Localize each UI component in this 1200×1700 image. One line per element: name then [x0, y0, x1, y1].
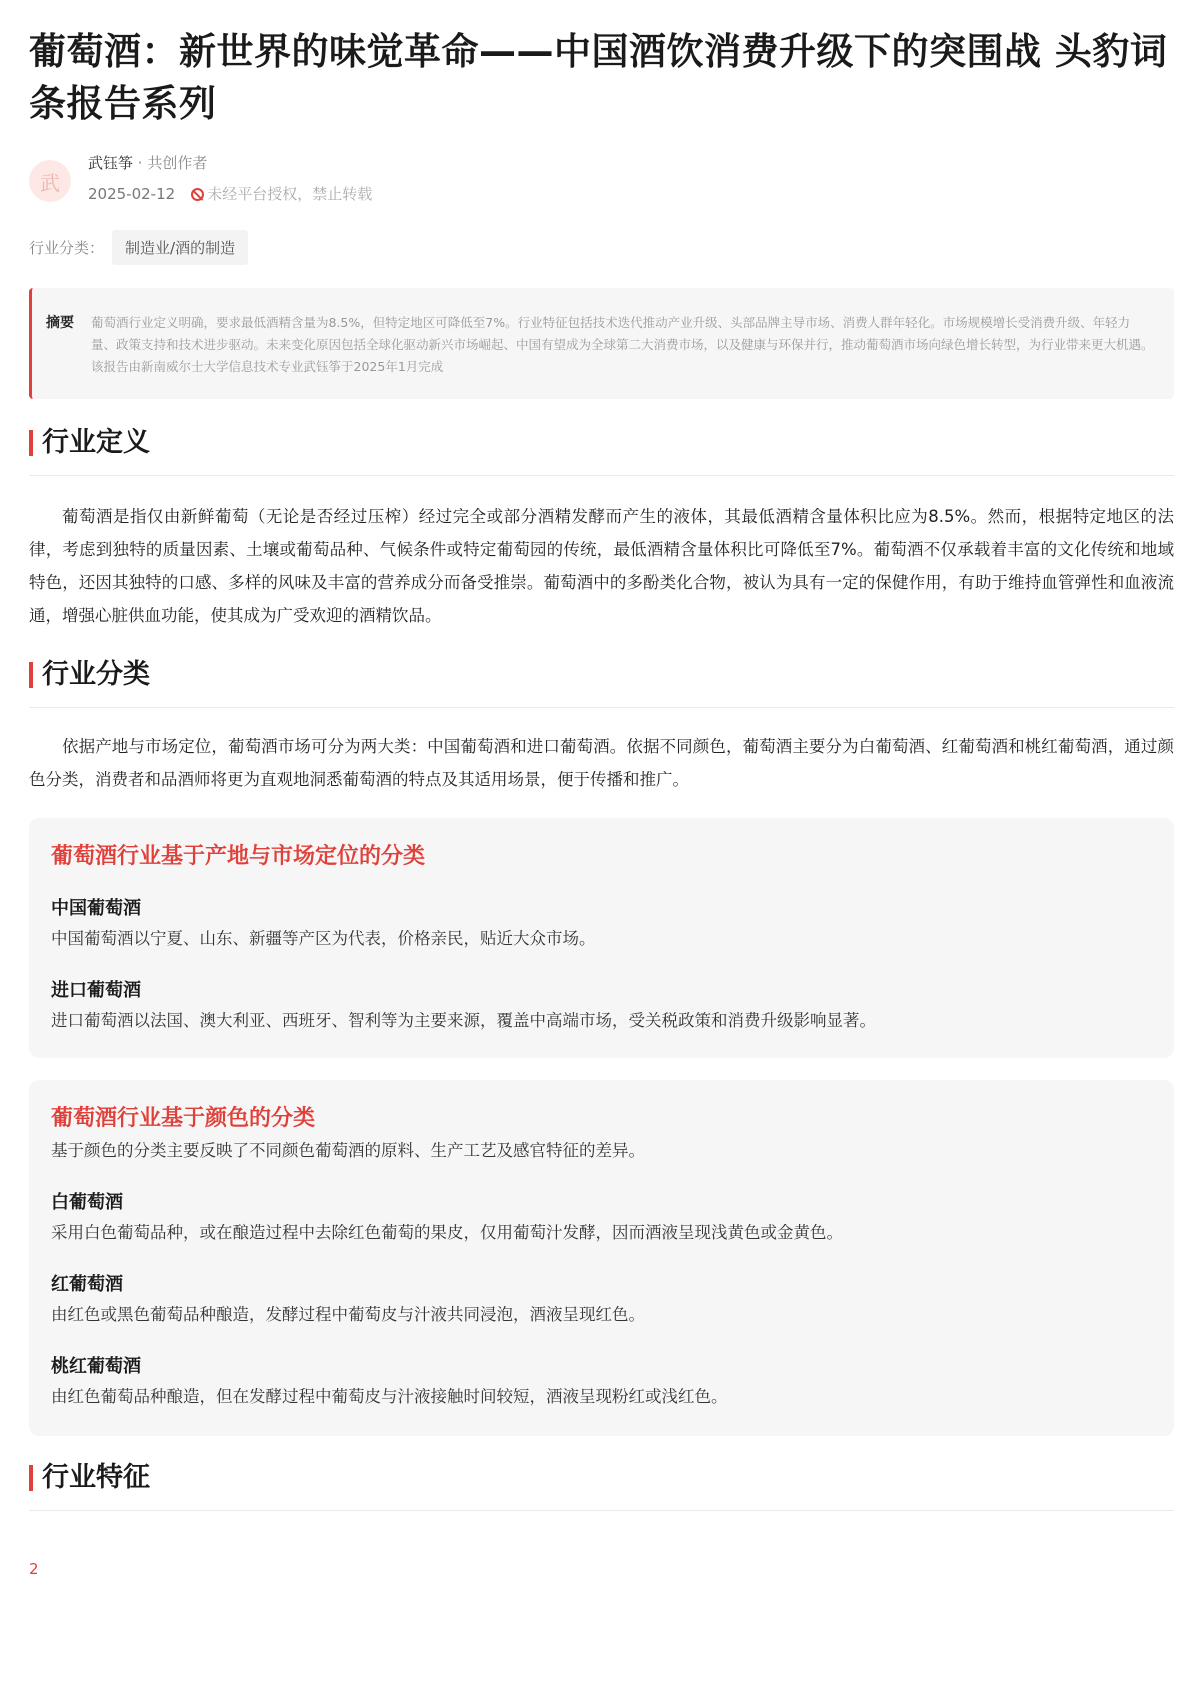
- card-title-origin: 葡萄酒行业基于产地与市场定位的分类: [51, 844, 426, 869]
- author-line: [88, 152, 372, 174]
- section-heading-features: [29, 1460, 1174, 1496]
- author-role: · 共创作者: [137, 154, 208, 172]
- abstract-text: 葡萄酒行业定义明确，要求最低酒精含量为8.5%，但特定地区可降低至7%。行业特征包括技术迭代推动产业升级、头部品牌主导市场、消费人群年轻化。市场规模增长受消费升级、年轻力量、政策支持和技术进步驱动。未来变化原因包括全球化驱动新兴市场崛起、中国有望成为全球第二大消费市场，以及健康与环保并行，推动葡萄酒市场向绿色增长转型，为行业带来更大机遇。该报告由新南威尔士大学信息技术专业武钰筝于2025年1月完成: [91, 315, 1154, 374]
- item-name: 桃红葡萄酒: [51, 1356, 141, 1377]
- abstract-label: 摘要: [46, 315, 74, 331]
- category-label: 行业分类：: [29, 239, 105, 257]
- definition-paragraph: 葡萄酒是指仅由新鲜葡萄（无论是否经过压榨）经过完全或部分酒精发酵而产生的液体，其最低酒精含量体积比应为8.5%。然而，根据特定地区的法律，考虑到独特的质量因素、土壤或葡萄品种、气候条件或特定葡萄园的传统，最低酒精含量体积比可降低至7%。葡萄酒不仅承载着丰富的文化传统和地域特色，还因其独特的口感、多样的风味及丰富的营养成分而备受推崇。葡萄酒中的多酚类化合物，被认为具有一定的保健作用，有助于维持血管弹性和血液流通，增强心脏供血功能，使其成为广受欢迎的酒精饮品。: [29, 507, 1174, 625]
- item-name: 红葡萄酒: [51, 1274, 123, 1295]
- list-item: [51, 1190, 1152, 1246]
- section-title-classification: 行业分类: [42, 659, 150, 690]
- section-accent-bar: [29, 430, 33, 456]
- classification-card-color: [29, 1080, 1174, 1436]
- classification-paragraph: 依据产地与市场定位，葡萄酒市场可分为两大类：中国葡萄酒和进口葡萄酒。依据不同颜色，葡萄酒主要分为白葡萄酒、红葡萄酒和桃红葡萄酒，通过颜色分类，消费者和品酒师将更为直观地洞悉葡萄酒的特点及其适用场景，便于传播和推广。: [29, 737, 1174, 789]
- author-name[interactable]: 武钰筝: [88, 154, 134, 172]
- list-item: [51, 978, 1152, 1034]
- card-description: 基于颜色的分类主要反映了不同颜色葡萄酒的原料、生产工艺及感官特征的差异。: [51, 1141, 645, 1160]
- section-divider: [29, 1510, 1174, 1511]
- item-name: 白葡萄酒: [51, 1192, 123, 1213]
- section-title-features: 行业特征: [42, 1462, 150, 1493]
- section-heading-classification: [29, 657, 1174, 693]
- license-notice-text: 未经平台授权，禁止转载: [207, 185, 373, 203]
- category-tag[interactable]: 制造业/酒的制造: [112, 230, 248, 265]
- license-notice: [191, 183, 372, 205]
- abstract-box: [29, 288, 1174, 399]
- avatar[interactable]: 武: [29, 160, 71, 202]
- section-divider: [29, 475, 1174, 476]
- item-text: 由红色或黑色葡萄品种酿造，发酵过程中葡萄皮与汁液共同浸泡，酒液呈现红色。: [51, 1305, 645, 1324]
- item-name: 进口葡萄酒: [51, 980, 141, 1001]
- classification-card-origin: [29, 818, 1174, 1058]
- no-entry-icon: [191, 188, 204, 201]
- list-item: [51, 896, 1152, 952]
- date-line: [88, 183, 372, 205]
- author-meta: [88, 152, 372, 205]
- category-row: [29, 230, 1174, 265]
- page-title: 葡萄酒：新世界的味觉革命——中国酒饮消费升级下的突围战 头豹词条报告系列: [29, 30, 1168, 125]
- publish-date: 2025-02-12: [88, 185, 176, 203]
- item-text: 由红色葡萄品种酿造，但在发酵过程中葡萄皮与汁液接触时间较短，酒液呈现粉红或浅红色。: [51, 1387, 728, 1406]
- page-number: 2: [29, 1560, 39, 1578]
- section-divider: [29, 707, 1174, 708]
- section-title-definition: 行业定义: [42, 427, 150, 458]
- list-item: [51, 1354, 1152, 1410]
- author-row: [29, 152, 1174, 216]
- section-accent-bar: [29, 662, 33, 688]
- item-text: 中国葡萄酒以宁夏、山东、新疆等产区为代表，价格亲民，贴近大众市场。: [51, 929, 596, 948]
- item-text: 采用白色葡萄品种，或在酿造过程中去除红色葡萄的果皮，仅用葡萄汁发酵，因而酒液呈现浅黄色或金黄色。: [51, 1223, 843, 1242]
- list-item: [51, 1272, 1152, 1328]
- section-accent-bar: [29, 1465, 33, 1491]
- item-name: 中国葡萄酒: [51, 898, 141, 919]
- card-title-color: 葡萄酒行业基于颜色的分类: [51, 1106, 316, 1131]
- section-heading-definition: [29, 425, 1174, 461]
- item-text: 进口葡萄酒以法国、澳大利亚、西班牙、智利等为主要来源，覆盖中高端市场，受关税政策和消费升级影响显著。: [51, 1011, 876, 1030]
- report-page: [29, 0, 1174, 1511]
